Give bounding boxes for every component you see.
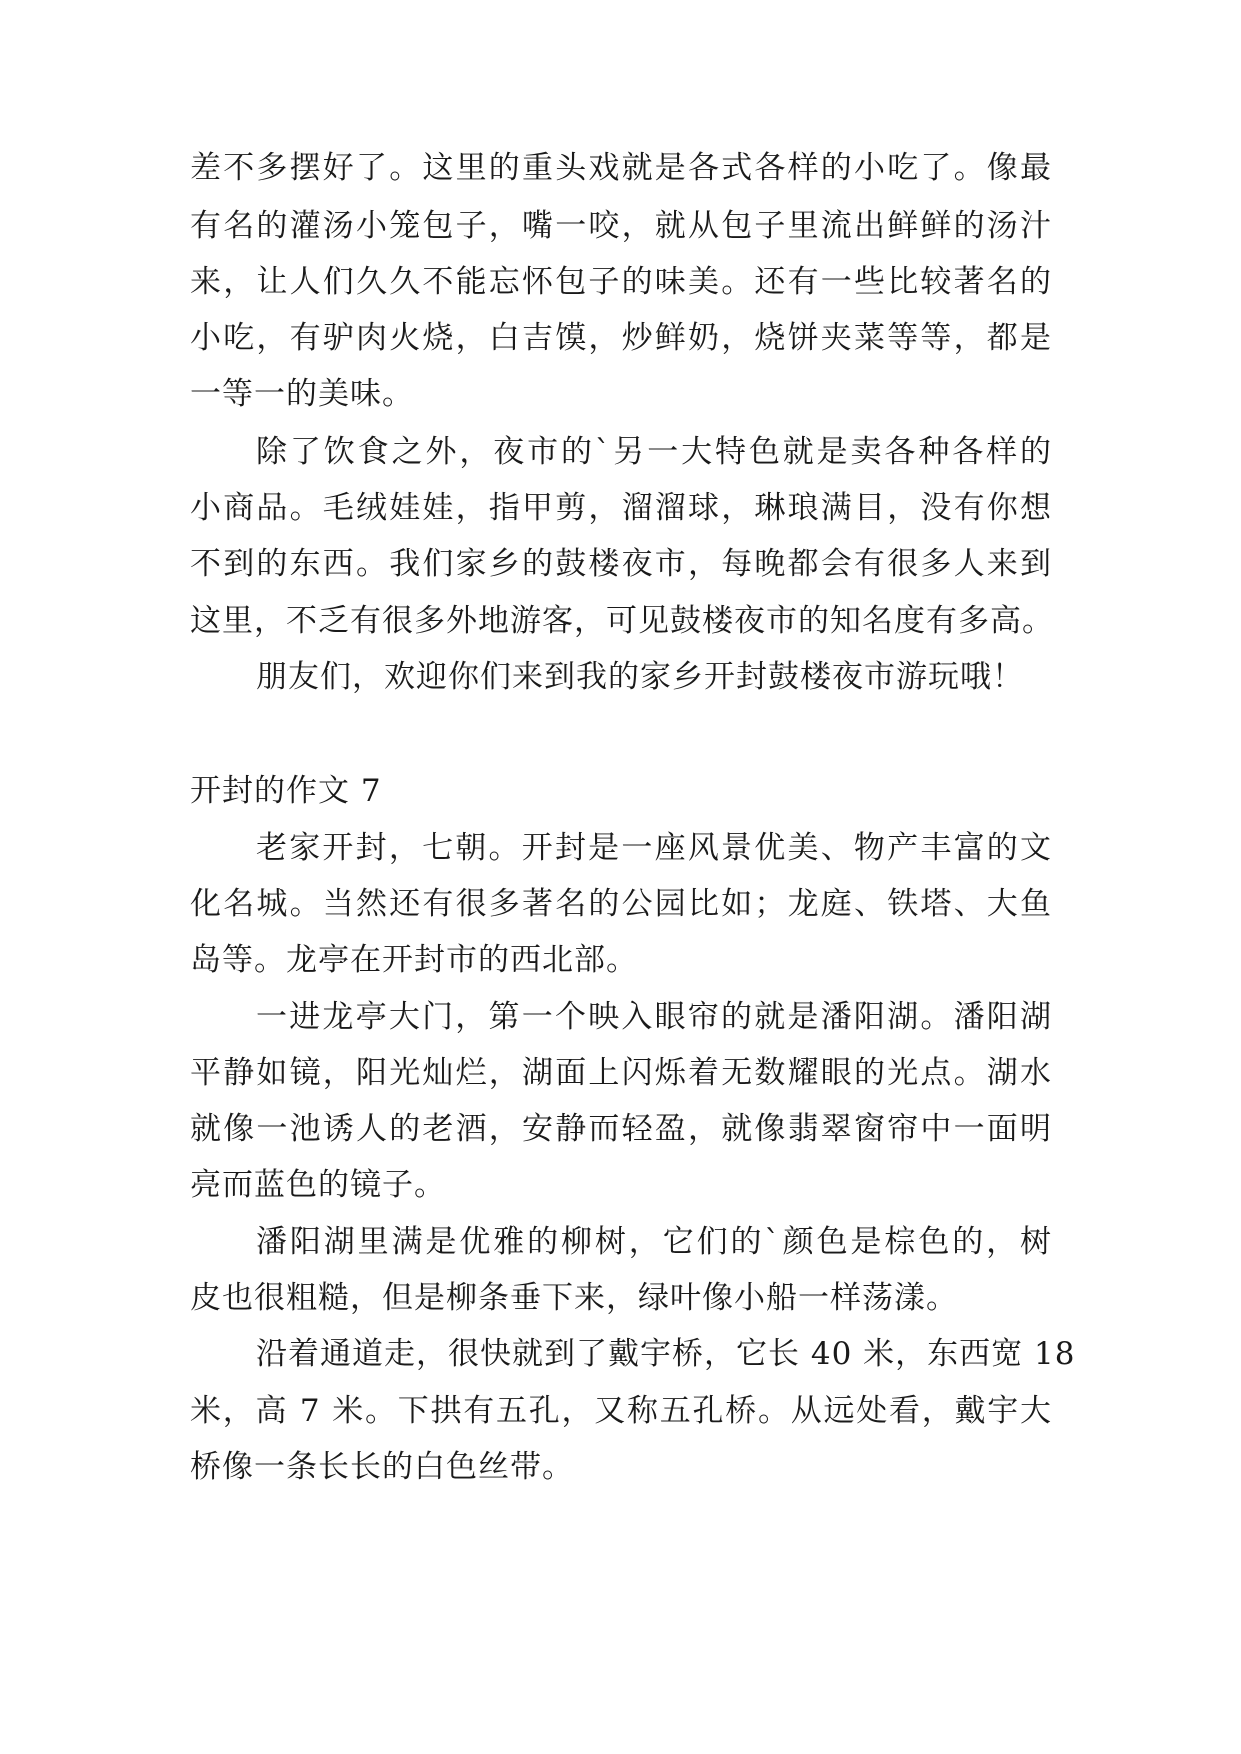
text-line: 小商品。毛绒娃娃，指甲剪，溜溜球，琳琅满目，没有你想: [190, 490, 1052, 526]
section-title: 开封的作文 7: [190, 773, 382, 809]
text-line: 化名城。当然还有很多著名的公园比如；龙庭、铁塔、大鱼: [190, 886, 1052, 922]
text-line: 米，高 7 米。下拱有五孔，又称五孔桥。从远处看，戴宇大: [190, 1393, 1052, 1429]
text-line: 差不多摆好了。这里的重头戏就是各式各样的小吃了。像最: [190, 150, 1052, 186]
text-line: 亮而蓝色的镜子。: [190, 1167, 446, 1203]
text-line: 朋友们，欢迎你们来到我的家乡开封鼓楼夜市游玩哦！: [256, 659, 1024, 695]
text-line: 潘阳湖里满是优雅的柳树，它们的`颜色是棕色的，树: [256, 1224, 1052, 1260]
text-line: 皮也很粗糙，但是柳条垂下来，绿叶像小船一样荡漾。: [190, 1280, 958, 1316]
text-line: 除了饮食之外，夜市的`另一大特色就是卖各种各样的: [256, 434, 1052, 470]
text-line: 有名的灌汤小笼包子，嘴一咬，就从包子里流出鲜鲜的汤汁: [190, 208, 1052, 244]
text-line: 平静如镜，阳光灿烂，湖面上闪烁着无数耀眼的光点。湖水: [190, 1055, 1052, 1091]
text-line: 沿着通道走，很快就到了戴宇桥，它长 40 米，东西宽 18: [256, 1336, 1076, 1372]
text-line: 来，让人们久久不能忘怀包子的味美。还有一些比较著名的: [190, 264, 1052, 300]
text-line: 桥像一条长长的白色丝带。: [190, 1449, 574, 1485]
text-line: 一进龙亭大门，第一个映入眼帘的就是潘阳湖。潘阳湖: [256, 999, 1052, 1035]
text-line: 岛等。龙亭在开封市的西北部。: [190, 942, 638, 978]
text-line: 不到的东西。我们家乡的鼓楼夜市，每晚都会有很多人来到: [190, 546, 1052, 582]
text-line: 老家开封，七朝。开封是一座风景优美、物产丰富的文: [256, 830, 1052, 866]
text-line: 这里，不乏有很多外地游客，可见鼓楼夜市的知名度有多高。: [190, 603, 1054, 639]
text-line: 一等一的美味。: [190, 376, 414, 412]
text-line: 就像一池诱人的老酒，安静而轻盈，就像翡翠窗帘中一面明: [190, 1111, 1052, 1147]
text-line: 小吃，有驴肉火烧，白吉馍，炒鲜奶，烧饼夹菜等等，都是: [190, 320, 1052, 356]
